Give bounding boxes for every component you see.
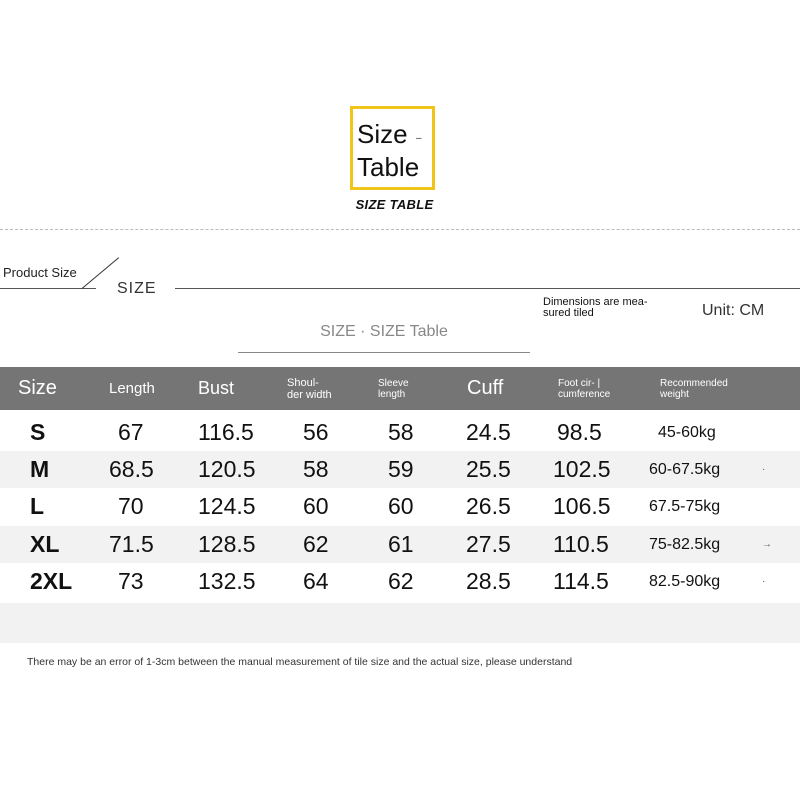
dimensions-note-line1: Dimensions are mea- — [543, 296, 648, 308]
cell-sleeve-length: 58 — [388, 419, 414, 445]
row-mark: · — [762, 576, 766, 587]
dimensions-note — [543, 297, 673, 319]
table-row — [0, 526, 800, 563]
dashed-divider — [0, 229, 800, 230]
cell-shoulder-width: 62 — [303, 531, 329, 557]
row-mark: → — [762, 539, 772, 550]
cell-recommended-weight: 60-67.5kg — [649, 461, 721, 478]
product-size-label: Product Size — [3, 265, 77, 280]
cell-size: 2XL — [30, 568, 73, 594]
cell-bust: 124.5 — [198, 493, 256, 519]
table-row — [0, 488, 800, 525]
measurement-footnote: There may be an error of 1-3cm between the manual measurement of tile size and the actual size, please understand — [27, 656, 573, 668]
row-mark: · — [762, 464, 766, 475]
cell-length: 68.5 — [109, 456, 154, 482]
table-row — [0, 414, 800, 451]
cell-recommended-weight: 67.5-75kg — [649, 498, 721, 515]
unit-label: Unit: CM — [702, 302, 765, 319]
cell-shoulder-width: 58 — [303, 456, 329, 482]
cell-recommended-weight: 45-60kg — [658, 424, 716, 441]
size-word: SIZE — [117, 280, 157, 297]
table-row — [0, 451, 800, 488]
cell-size: S — [30, 419, 46, 445]
header-recommended-weight: Recommended weight — [660, 377, 728, 400]
header-shoulder-width: Shoul- der width — [287, 376, 332, 401]
center-title: SIZE · SIZE Table — [320, 323, 448, 340]
cell-foot-circumference: 98.5 — [557, 419, 602, 445]
slash-divider — [82, 257, 119, 289]
cell-foot-circumference: 102.5 — [553, 456, 611, 482]
cell-bust: 128.5 — [198, 531, 256, 557]
cell-shoulder-width: 56 — [303, 419, 329, 445]
header-bust: Bust — [198, 378, 235, 398]
cell-shoulder-width: 60 — [303, 493, 329, 519]
cell-bust: 120.5 — [198, 456, 256, 482]
cell-length: 73 — [118, 568, 144, 594]
cell-cuff: 24.5 — [466, 419, 511, 445]
cell-size: L — [30, 493, 45, 519]
cell-size: M — [30, 456, 50, 482]
dimensions-note-line2: sured tiled — [543, 307, 594, 319]
cell-sleeve-length: 60 — [388, 493, 414, 519]
header-size: Size — [18, 377, 57, 399]
cell-length: 71.5 — [109, 531, 154, 557]
cell-bust: 132.5 — [198, 568, 256, 594]
cell-sleeve-length: 62 — [388, 568, 414, 594]
header-cuff: Cuff — [467, 377, 504, 399]
subtitle: SIZE TABLE — [355, 197, 434, 212]
table-empty-row — [0, 603, 800, 643]
cell-cuff: 25.5 — [466, 456, 511, 482]
cell-foot-circumference: 106.5 — [553, 493, 611, 519]
cell-cuff: 28.5 — [466, 568, 511, 594]
cell-sleeve-length: 61 — [388, 531, 414, 557]
cell-foot-circumference: 114.5 — [553, 568, 609, 594]
cell-cuff: 27.5 — [466, 531, 511, 557]
header-sleeve-length: Sleeve length — [378, 377, 409, 400]
title-line-table: Table — [357, 152, 420, 182]
title-line-size: Size — [357, 119, 408, 149]
cell-cuff: 26.5 — [466, 493, 511, 519]
cell-size: XL — [30, 531, 60, 557]
center-rule — [238, 352, 530, 353]
header-length: Length — [109, 380, 155, 397]
cell-shoulder-width: 64 — [303, 568, 329, 594]
cell-foot-circumference: 110.5 — [553, 531, 609, 557]
cell-bust: 116.5 — [198, 419, 254, 445]
header-foot-circumference: Foot cir- | cumference — [558, 377, 611, 400]
cell-length: 70 — [118, 493, 144, 519]
right-rule — [175, 288, 800, 289]
size-table-title-box — [350, 106, 435, 190]
cell-recommended-weight: 75-82.5kg — [649, 536, 721, 553]
cell-recommended-weight: 82.5-90kg — [649, 573, 721, 590]
table-header — [0, 367, 800, 410]
table-row — [0, 563, 800, 600]
cell-sleeve-length: 59 — [388, 456, 414, 482]
cell-length: 67 — [118, 419, 144, 445]
title-mark: – — [416, 133, 422, 144]
